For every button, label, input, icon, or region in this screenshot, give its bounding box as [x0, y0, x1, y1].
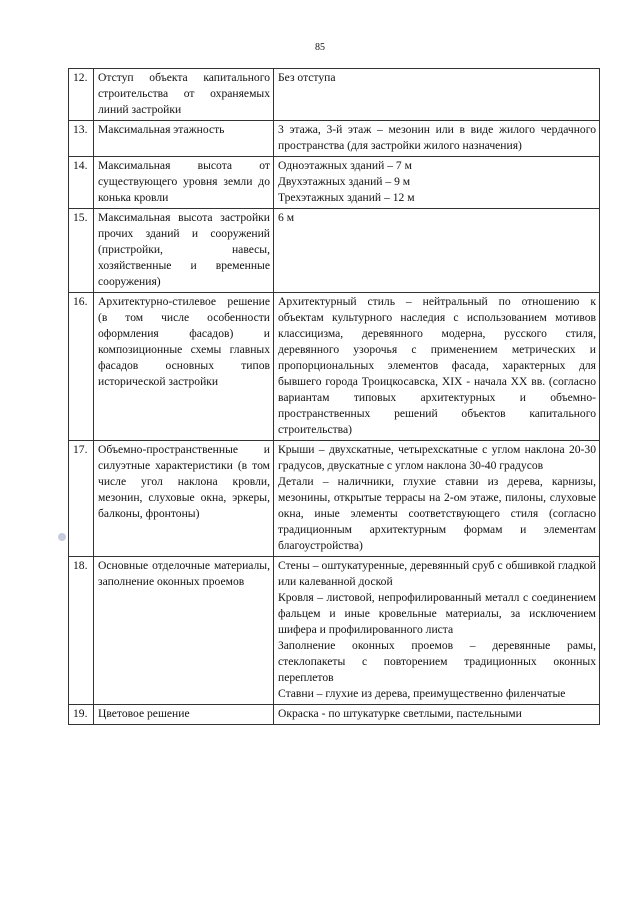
value-cell	[274, 705, 600, 725]
table-row	[69, 705, 600, 725]
value-cell	[274, 121, 600, 157]
value-cell	[274, 157, 600, 209]
table-row	[69, 209, 600, 293]
row-number: 15.	[69, 209, 94, 293]
parameter-cell: Объемно-пространственные и силуэтные характеристики (в том числе угол наклона кровли, мезонин, слуховые окна, эркеры, балконы, фронтоны)	[94, 441, 274, 557]
value-cell	[274, 557, 600, 705]
value-cell	[274, 209, 600, 293]
page-number: 85	[315, 42, 325, 53]
value-line: Без отступа	[278, 71, 336, 84]
parameter-cell: Цветовое решение	[94, 705, 274, 725]
row-number: 19.	[69, 705, 94, 725]
parameter-cell: Отступ объекта капитального строительства от охраняемых линий застройки	[94, 69, 274, 121]
parameter-cell: Максимальная этажность	[94, 121, 274, 157]
value-line: Кровля – листовой, непрофилированный металл с соединением фальцем и иные кровельные материалы, за исключением шифера и профилированного листа	[278, 591, 596, 636]
row-number: 14.	[69, 157, 94, 209]
punch-hole-mark	[58, 533, 66, 541]
value-cell	[274, 441, 600, 557]
regulations-table	[68, 68, 600, 725]
value-line: Крыши – двухскатные, четырехскатные с углом наклона 20-30 градусов, двускатные с углом наклона 30-40 градусов	[278, 443, 596, 472]
value-line: Двухэтажных зданий – 9 м	[278, 175, 411, 188]
table-row	[69, 121, 600, 157]
value-line: Детали – наличники, глухие ставни из дерева, карнизы, мезонины, открытые террасы на 2-ом этаже, пилоны, слуховые окна, иные элементы соответствующего стиля (согласно традиционным архитектурным формам и элементам благоустройства)	[278, 475, 596, 552]
value-line: Архитектурный стиль – нейтральный по отношению к объектам культурного наследия с использованием мотивов классицизма, деревянного модерна, русского стиля, деревянного узорочья с применением метрических и пропорциональных элементов фасада, характерных для бывшего города Троицкосавска, XIX - начала XX вв. (согласно вариантам типовых архитектурных и объемно-пространственных решений объектов капитального строительства)	[278, 295, 596, 436]
parameter-cell: Максимальная высота от существующего уровня земли до конька кровли	[94, 157, 274, 209]
row-number: 13.	[69, 121, 94, 157]
value-line: Одноэтажных зданий – 7 м	[278, 159, 412, 172]
parameter-cell: Архитектурно-стилевое решение (в том числе особенности оформления фасадов) и композиционные схемы главных фасадов основных типов исторической застройки	[94, 293, 274, 441]
value-line: Стены – оштукатуренные, деревянный сруб с обшивкой гладкой или калеванной доской	[278, 559, 596, 588]
table-row	[69, 557, 600, 705]
value-line: 3 этажа, 3-й этаж – мезонин или в виде жилого чердачного пространства (для застройки жилого назначения)	[278, 123, 596, 152]
row-number: 12.	[69, 69, 94, 121]
row-number: 18.	[69, 557, 94, 705]
value-line: Трехэтажных зданий – 12 м	[278, 191, 415, 204]
value-line: Ставни – глухие из дерева, преимущественно филенчатые	[278, 687, 566, 700]
value-line: Заполнение оконных проемов – деревянные рамы, стеклопакеты с повторением традиционных оконных переплетов	[278, 639, 596, 684]
value-line: Окраска - по штукатурке светлыми, пастельными	[278, 707, 522, 720]
parameter-cell: Максимальная высота застройки прочих зданий и сооружений (пристройки, навесы, хозяйственные и временные сооружения)	[94, 209, 274, 293]
row-number: 16.	[69, 293, 94, 441]
table-row	[69, 441, 600, 557]
table-row	[69, 293, 600, 441]
value-line: 6 м	[278, 211, 295, 224]
parameter-cell: Основные отделочные материалы, заполнение оконных проемов	[94, 557, 274, 705]
value-cell	[274, 69, 600, 121]
row-number: 17.	[69, 441, 94, 557]
table-row	[69, 157, 600, 209]
table-row	[69, 69, 600, 121]
value-cell	[274, 293, 600, 441]
